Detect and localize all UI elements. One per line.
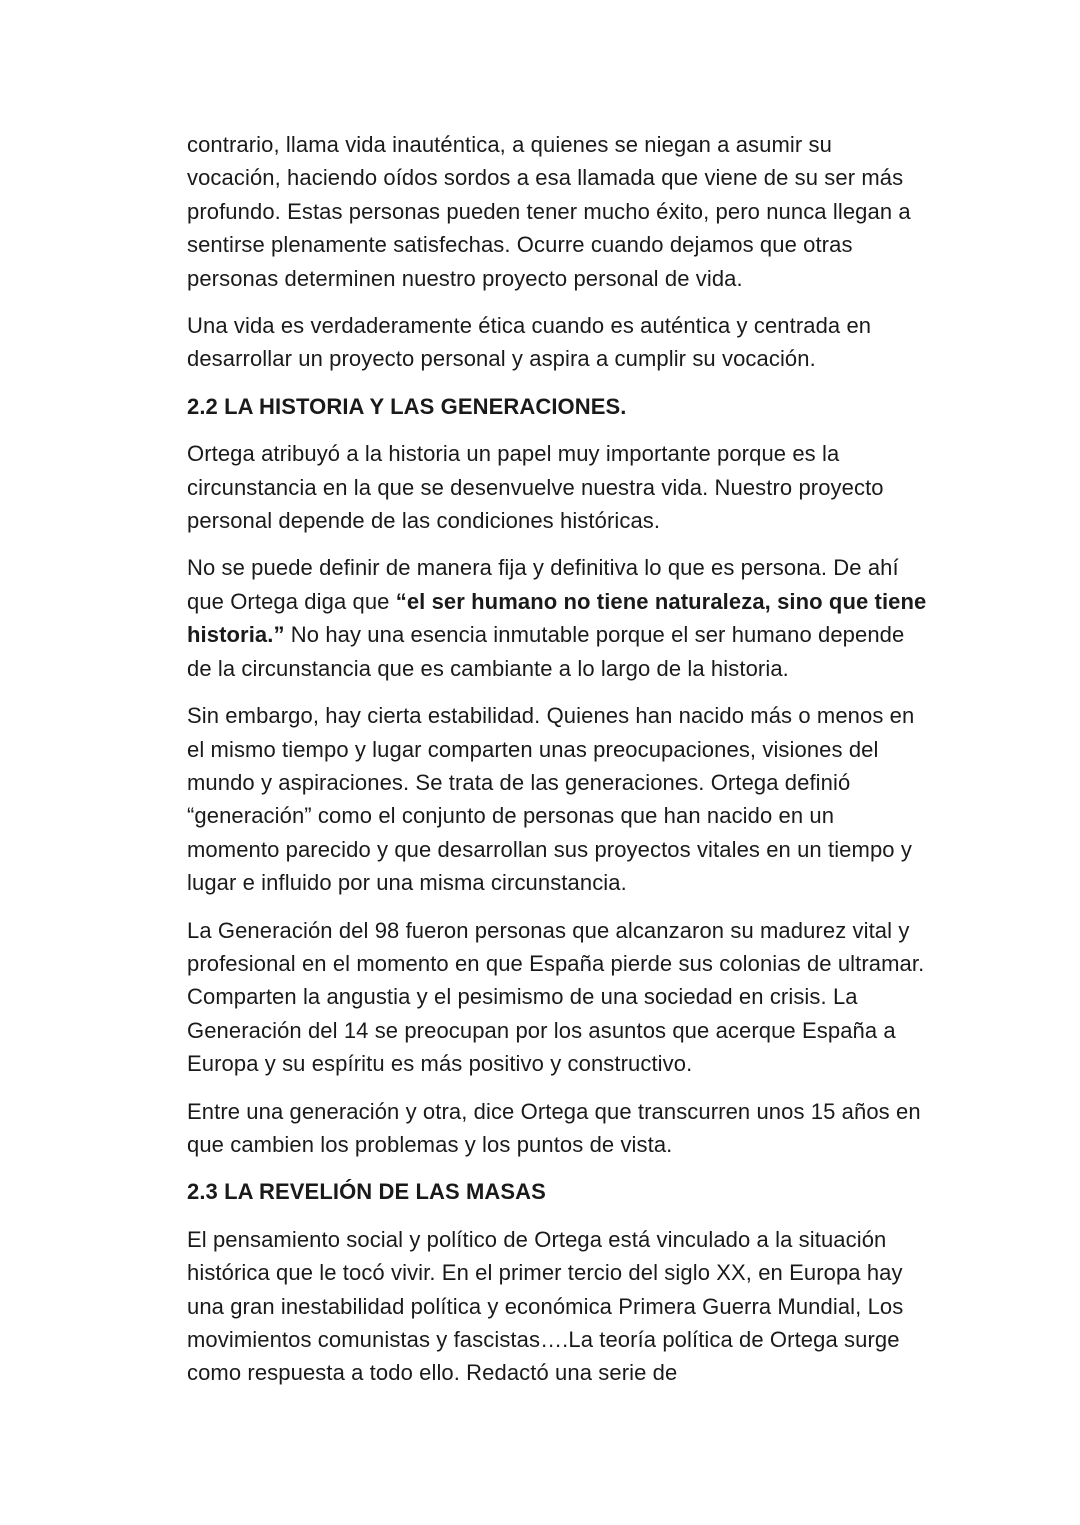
paragraph-historia-circunstancia: Ortega atribuyó a la historia un papel muy importante porque es la circunstancia en la que se desenvuelve nuestra vida. Nuestro proyecto personal depende de las condiciones históricas. — [187, 441, 884, 534]
heading-historia-generaciones: 2.2 LA HISTORIA Y LAS GENERACIONES. — [187, 393, 627, 419]
paragraph-generaciones: Sin embargo, hay cierta estabilidad. Quienes han nacido más o menos en el mismo tiempo y lugar comparten unas preocupaciones, visiones del mundo y aspiraciones. Se trata de las generaciones. Ortega definió “generación” como el conjunto de personas que han nacido en un momento parecido y que desarrollan sus proyectos vitales en un tiempo y lugar e influido por una misma circunstancia. — [187, 703, 915, 896]
paragraph-15-anos: Entre una generación y otra, dice Ortega que transcurren unos 15 años en que cambien los problemas y los puntos de vista. — [187, 1098, 921, 1157]
paragraph-text-before: No se puede definir de manera fija y definitiva lo que es persona. De ahí que Ortega diga que — [187, 555, 899, 614]
paragraph-vida-etica: Una vida es verdaderamente ética cuando es auténtica y centrada en desarrollar un proyecto personal y aspira a cumplir su vocación. — [187, 313, 872, 372]
quote-ser-humano: “el ser humano no tiene naturaleza, sino que tiene historia.” — [187, 588, 927, 648]
heading-rebelion-masas: 2.3 LA REVELIÓN DE LAS MASAS — [187, 1179, 546, 1205]
paragraph-generacion-98-14: La Generación del 98 fueron personas que alcanzaron su madurez vital y profesional en el momento en que España pierde sus colonias de ultramar. Comparten la angustia y el pesimismo de una sociedad en crisis. La Generación del 14 se preocupan por los asuntos que acerque España a Europa y su espíritu es más positivo y constructivo. — [187, 917, 925, 1077]
paragraph-naturaleza-historia — [187, 551, 932, 685]
document-body — [187, 128, 932, 1404]
paragraph-text-after: No hay una esencia inmutable porque el ser humano depende de la circunstancia que es cambiante a lo largo de la historia. — [187, 622, 905, 681]
paragraph-pensamiento-politico: El pensamiento social y político de Ortega está vinculado a la situación histórica que le tocó vivir. En el primer tercio del siglo XX, en Europa hay una gran inestabilidad política y económica Primera Guerra Mundial, Los movimientos comunistas y fascistas….La teoría política de Ortega surge como respuesta a todo ello. Redactó una serie de — [187, 1226, 904, 1386]
paragraph-vida-inautentica: contrario, llama vida inauténtica, a quienes se niegan a asumir su vocación, haciendo oídos sordos a esa llamada que viene de su ser más profundo. Estas personas pueden tener mucho éxito, pero nunca llegan a sentirse plenamente satisfechas. Ocurre cuando dejamos que otras personas determinen nuestro proyecto personal de vida. — [187, 132, 911, 291]
